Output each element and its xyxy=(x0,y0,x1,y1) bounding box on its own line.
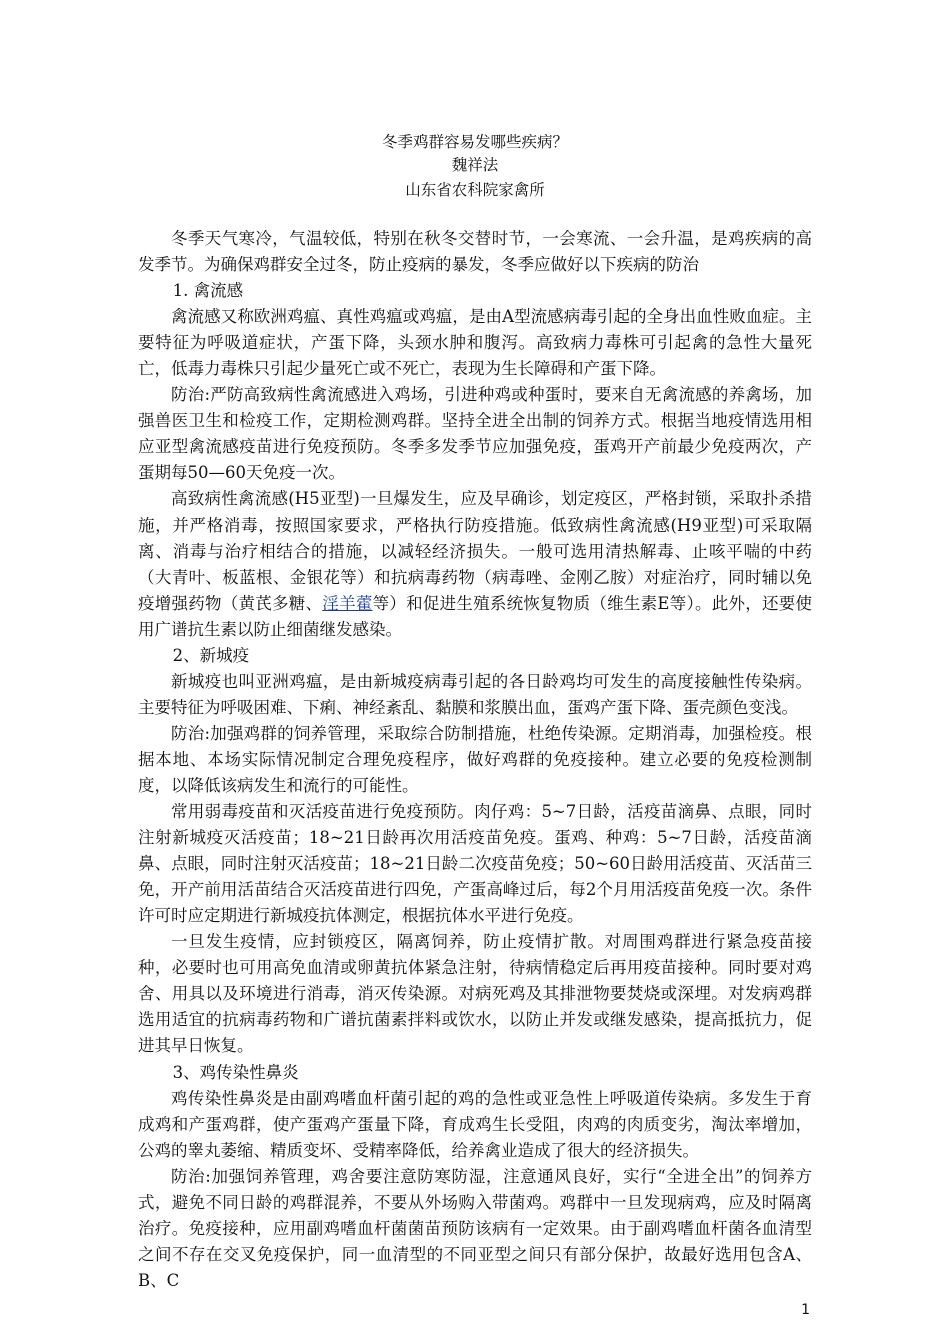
paragraph: 一旦发生疫情，应封锁疫区，隔离饲养，防止疫情扩散。对周围鸡群进行紧急疫苗接种，必要时也可用高免血清或卵黄抗体紧急注射，待病情稳定后再用疫苗接种。同时要对鸡舍、用具以及环境进行消毒，消灭传染源。对病死鸡及其排泄物要焚烧或深埋。对发病鸡群选用适宜的抗病毒药物和广谱抗菌素拌料或饮水，以防止并发或继发感染，提高抵抗力，促进其早日恢复。 xyxy=(138,932,812,1056)
paragraph: 防治:加强饲养管理，鸡舍要注意防寒防湿，注意通风良好，实行“全进全出”的饲养方式，避免不同日龄的鸡群混养，不要从外场购入带菌鸡。鸡群中一旦发现病鸡，应及时隔离治疗。免疫接种，应用副鸡嗜血杆菌菌苗预防该病有一定效果。由于副鸡嗜血杆菌各血清型之间不存在交叉免疫保护，同一血清型的不同亚型之间只有部分保护，故最好选用包含A、B、C xyxy=(138,1166,812,1290)
page-number: 1 xyxy=(801,1302,810,1318)
paragraph: 常用弱毒疫苗和灭活疫苗进行免疫预防。肉仔鸡：5~7日龄，活疫苗滴鼻、点眼，同时注射新城疫灭活疫苗；18~21日龄再次用活疫苗免疫。蛋鸡、种鸡：5~7日龄，活疫苗滴鼻、点眼，同时注射灭活疫苗；18~21日龄二次疫苗免疫；50~60日龄用活疫苗、灭活苗三免，开产前用活苗结合灭活疫苗进行四免，产蛋高峰过后，每2个月用活疫苗免疫一次。条件许可时应定期进行新城疫抗体测定，根据抗体水平进行免疫。 xyxy=(138,802,812,926)
intro-paragraph: 冬季天气寒冷，气温较低，特别在秋冬交替时节，一会寒流、一会升温，是鸡疾病的高发季节。为确保鸡群安全过冬，防止疫病的暴发，冬季应做好以下疾病的防治 xyxy=(138,229,812,275)
paragraph: 鸡传染性鼻炎是由副鸡嗜血杆菌引起的鸡的急性或亚急性上呼吸道传染病。多发生于育成鸡和产蛋鸡群，使产蛋鸡产蛋量下降，育成鸡生长受阻，肉鸡的肉质变劣，淘汰率增加，公鸡的睾丸萎缩、精质变坏、受精率降低，给养禽业造成了很大的经济损失。 xyxy=(138,1088,812,1160)
author-name: 魏祥法 xyxy=(451,156,499,174)
section-heading-newcastle-disease: 2、新城疫 xyxy=(172,645,250,665)
paragraph: 禽流感又称欧洲鸡瘟、真性鸡瘟或鸡瘟，是由A型流感病毒引起的全身出血性败血症。主要特征为呼吸道症状，产蛋下降，头颈水肿和腹泻。高致病力毒株可引起禽的急性大量死亡，低毒力毒株只引起少量死亡或不死亡，表现为生长障碍和产蛋下降。 xyxy=(138,307,812,379)
document-body xyxy=(138,226,812,1294)
paragraph: 防治:加强鸡群的饲养管理，采取综合防制措施，杜绝传染源。定期消毒，加强检疫。根据本地、本场实际情况制定合理免疫程序，做好鸡群的免疫接种。建立必要的免疫检测制度，以降低该病发生和流行的可能性。 xyxy=(138,723,812,795)
author-affiliation: 山东省农科院家禽所 xyxy=(405,181,545,199)
herb-link[interactable]: 淫羊藿 xyxy=(322,593,373,613)
paragraph-text: 高致病性禽流感(H5亚型)一旦爆发生，应及早确诊，划定疫区，严格封锁，采取扑杀措施，并严格消毒，按照国家要求，严格执行防疫措施。低致病性禽流感(H9亚型)可采取隔离、消毒与治疗相结合的措施，以减轻经济损失。一般可选用清热解毒、止咳平喘的中药（大青叶、板蓝根、金银花等）和抗病毒药物（病毒唑、金刚乙胺）对症治疗，同时辅以免疫增强药物（黄芪多糖、 xyxy=(138,489,812,613)
section-heading-avian-influenza: 1. 禽流感 xyxy=(172,281,244,301)
paragraph: 防治:严防高致病性禽流感进入鸡场，引进种鸡或种蛋时，要来自无禽流感的养禽场，加强兽医卫生和检疫工作，定期检测鸡群。坚持全进全出制的饲养方式。根据当地疫情选用相应亚型禽流感疫苗进行免疫预防。冬季多发季节应加强免疫，蛋鸡开产前最少免疫两次，产蛋期每50—60天免疫一次。 xyxy=(138,385,812,483)
paragraph-text: 等）和促进生殖系统恢复物质（维生素E等）。此外，还要使用广谱抗生素以防止细菌继发感染。 xyxy=(138,593,813,639)
page-title: 冬季鸡群容易发哪些疾病？ xyxy=(381,133,568,151)
paragraph: 新城疫也叫亚洲鸡瘟，是由新城疫病毒引起的各日龄鸡均可发生的高度接触性传染病。主要特征为呼吸困难、下痢、神经紊乱、黏膜和浆膜出血，蛋鸡产蛋下降、蛋壳颜色变浅。 xyxy=(138,671,812,717)
paragraph-with-link xyxy=(138,486,812,642)
section-heading-infectious-coryza: 3、鸡传染性鼻炎 xyxy=(172,1062,299,1082)
